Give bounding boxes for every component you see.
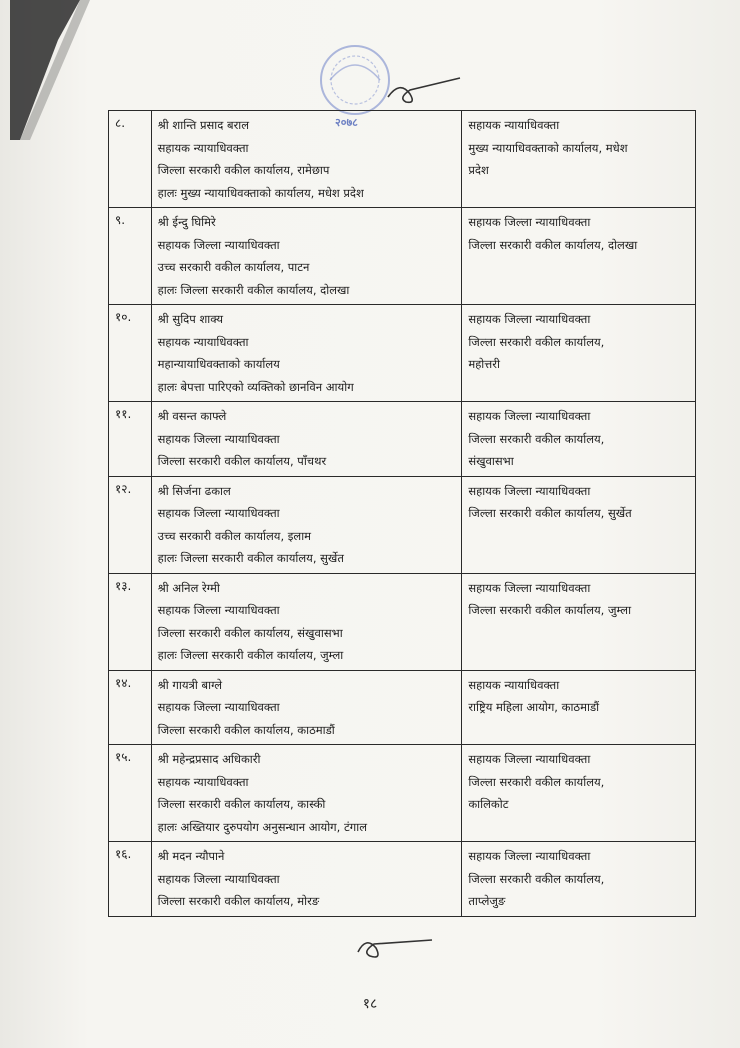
new-posting-line: जिल्ला सरकारी वकील कार्यालय, [468, 774, 605, 789]
new-posting-line: जिल्ला सरकारी वकील कार्यालय, [468, 871, 605, 886]
current-posting-cell [151, 402, 462, 477]
current-posting-line: सहायक जिल्ला न्यायाधिवक्ता [157, 237, 280, 252]
new-posting-line: सहायक जिल्ला न्यायाधिवक्ता [468, 849, 591, 863]
new-posting-cell [462, 573, 696, 670]
table-row [109, 305, 696, 402]
current-posting-line: सहायक न्यायाधिवक्ता [157, 774, 249, 789]
officer-name: श्री महेन्द्रप्रसाद अधिकारी [157, 752, 261, 766]
new-posting-cell [462, 670, 696, 745]
new-posting-line: सहायक जिल्ला न्यायाधिवक्ता [468, 215, 591, 229]
new-posting-line: जिल्ला सरकारी वकील कार्यालय, दोलखा [468, 237, 638, 252]
current-posting-line: जिल्ला सरकारी वकील कार्यालय, मोरङ [157, 894, 320, 908]
current-posting-cell [151, 573, 462, 670]
current-posting-cell [151, 670, 462, 745]
serial-number: १२. [109, 476, 152, 573]
new-posting-cell [462, 476, 696, 573]
current-posting-line: सहायक जिल्ला न्यायाधिवक्ता [157, 871, 280, 886]
table-row [109, 208, 696, 305]
new-posting-line: सहायक जिल्ला न्यायाधिवक्ता [468, 752, 591, 766]
page-number: १८ [362, 996, 378, 1012]
new-posting-cell [462, 745, 696, 842]
table-row [109, 842, 696, 917]
current-posting-line: उच्च सरकारी वकील कार्यालय, पाटन [157, 260, 310, 274]
current-posting-cell [151, 842, 462, 917]
new-posting-line: ताप्लेजुङ [468, 894, 506, 908]
serial-number: ८. [109, 111, 152, 208]
current-posting-line: महान्यायाधिवक्ताको कार्यालय [157, 357, 280, 371]
current-posting-line: जिल्ला सरकारी वकील कार्यालय, काठमाडौं [157, 722, 335, 737]
current-posting-line: हालः अख्तियार दुरुपयोग अनुसन्धान आयोग, टंगाल [157, 819, 367, 834]
serial-number: १६. [109, 842, 152, 917]
table-row [109, 573, 696, 670]
current-posting-line: सहायक जिल्ला न्यायाधिवक्ता [157, 431, 280, 446]
new-posting-line: सहायक न्यायाधिवक्ता [468, 118, 560, 132]
transfer-table [108, 110, 696, 917]
table-row [109, 402, 696, 477]
current-posting-line: जिल्ला सरकारी वकील कार्यालय, पाँचथर [157, 454, 327, 468]
new-posting-line: सहायक जिल्ला न्यायाधिवक्ता [468, 483, 591, 498]
serial-number: १३. [109, 573, 152, 670]
new-posting-cell [462, 111, 696, 208]
current-posting-line: सहायक जिल्ला न्यायाधिवक्ता [157, 603, 280, 617]
current-posting-cell [151, 111, 462, 208]
officer-name: श्री अनिल रेग्मी [157, 580, 220, 595]
serial-number: ११. [109, 402, 152, 477]
current-posting-cell [151, 476, 462, 573]
new-posting-line: मुख्य न्यायाधिवक्ताको कार्यालय, मधेश [468, 140, 628, 155]
page-fold-shadow [10, 0, 90, 140]
current-posting-line: सहायक न्यायाधिवक्ता [157, 140, 249, 155]
new-posting-line: जिल्ला सरकारी वकील कार्यालय, सुर्खेत [468, 506, 632, 520]
new-posting-line: जिल्ला सरकारी वकील कार्यालय, [468, 334, 605, 349]
officer-name: श्री ईन्दु घिमिरे [157, 215, 216, 229]
new-posting-line: सहायक न्यायाधिवक्ता [468, 677, 560, 692]
current-posting-line: जिल्ला सरकारी वकील कार्यालय, रामेछाप [157, 163, 330, 177]
table-row [109, 670, 696, 745]
officer-name: श्री गायत्री बाग्ले [157, 677, 223, 692]
new-posting-line: महोत्तरी [468, 357, 500, 371]
current-posting-line: हालः जिल्ला सरकारी वकील कार्यालय, सुर्खेत [157, 551, 344, 565]
current-posting-line: हालः जिल्ला सरकारी वकील कार्यालय, जुम्ला [157, 648, 344, 662]
serial-number: १५. [109, 745, 152, 842]
current-posting-line: हालः जिल्ला सरकारी वकील कार्यालय, दोलखा [157, 282, 350, 297]
officer-name: श्री शान्ति प्रसाद बराल [157, 118, 250, 132]
new-posting-line: जिल्ला सरकारी वकील कार्यालय, जुम्ला [468, 603, 632, 617]
current-posting-line: हालः बेपत्ता पारिएको व्यक्तिको छानविन आयोग [157, 379, 354, 394]
new-posting-cell [462, 842, 696, 917]
new-posting-line: सहायक जिल्ला न्यायाधिवक्ता [468, 409, 591, 423]
current-posting-cell [151, 305, 462, 402]
officer-name: श्री वसन्त काफ्ले [157, 409, 227, 423]
officer-name: श्री सिर्जना ढकाल [157, 483, 231, 498]
current-posting-line: उच्च सरकारी वकील कार्यालय, इलाम [157, 528, 312, 543]
serial-number: १४. [109, 670, 152, 745]
current-posting-line: जिल्ला सरकारी वकील कार्यालय, कास्की [157, 797, 326, 811]
current-posting-line: सहायक जिल्ला न्यायाधिवक्ता [157, 506, 280, 520]
serial-number: ९. [109, 208, 152, 305]
table-row [109, 745, 696, 842]
current-posting-line: सहायक जिल्ला न्यायाधिवक्ता [157, 700, 280, 714]
signature-top [380, 72, 470, 112]
new-posting-cell [462, 402, 696, 477]
new-posting-cell [462, 208, 696, 305]
new-posting-line: सहायक जिल्ला न्यायाधिवक्ता [468, 580, 591, 595]
current-posting-line: हालः मुख्य न्यायाधिवक्ताको कार्यालय, मधेश प्रदेश [157, 185, 364, 200]
new-posting-line: जिल्ला सरकारी वकील कार्यालय, [468, 431, 605, 446]
new-posting-line: संखुवासभा [468, 454, 514, 468]
current-posting-cell [151, 745, 462, 842]
new-posting-line: राष्ट्रिय महिला आयोग, काठमाडौं [468, 700, 600, 714]
officer-name: श्री सुदिप शाक्य [157, 312, 224, 326]
current-posting-cell [151, 208, 462, 305]
current-posting-line: सहायक न्यायाधिवक्ता [157, 334, 249, 349]
new-posting-line: सहायक जिल्ला न्यायाधिवक्ता [468, 312, 591, 326]
officer-name: श्री मदन न्यौपाने [157, 849, 225, 863]
new-posting-line: कालिकोट [468, 797, 509, 811]
signature-bottom [348, 930, 438, 970]
table-row [109, 111, 696, 208]
new-posting-cell [462, 305, 696, 402]
serial-number: १०. [109, 305, 152, 402]
table-row [109, 476, 696, 573]
current-posting-line: जिल्ला सरकारी वकील कार्यालय, संखुवासभा [157, 625, 343, 640]
seal-year: २०७८ [335, 116, 358, 129]
new-posting-line: प्रदेश [468, 163, 489, 177]
